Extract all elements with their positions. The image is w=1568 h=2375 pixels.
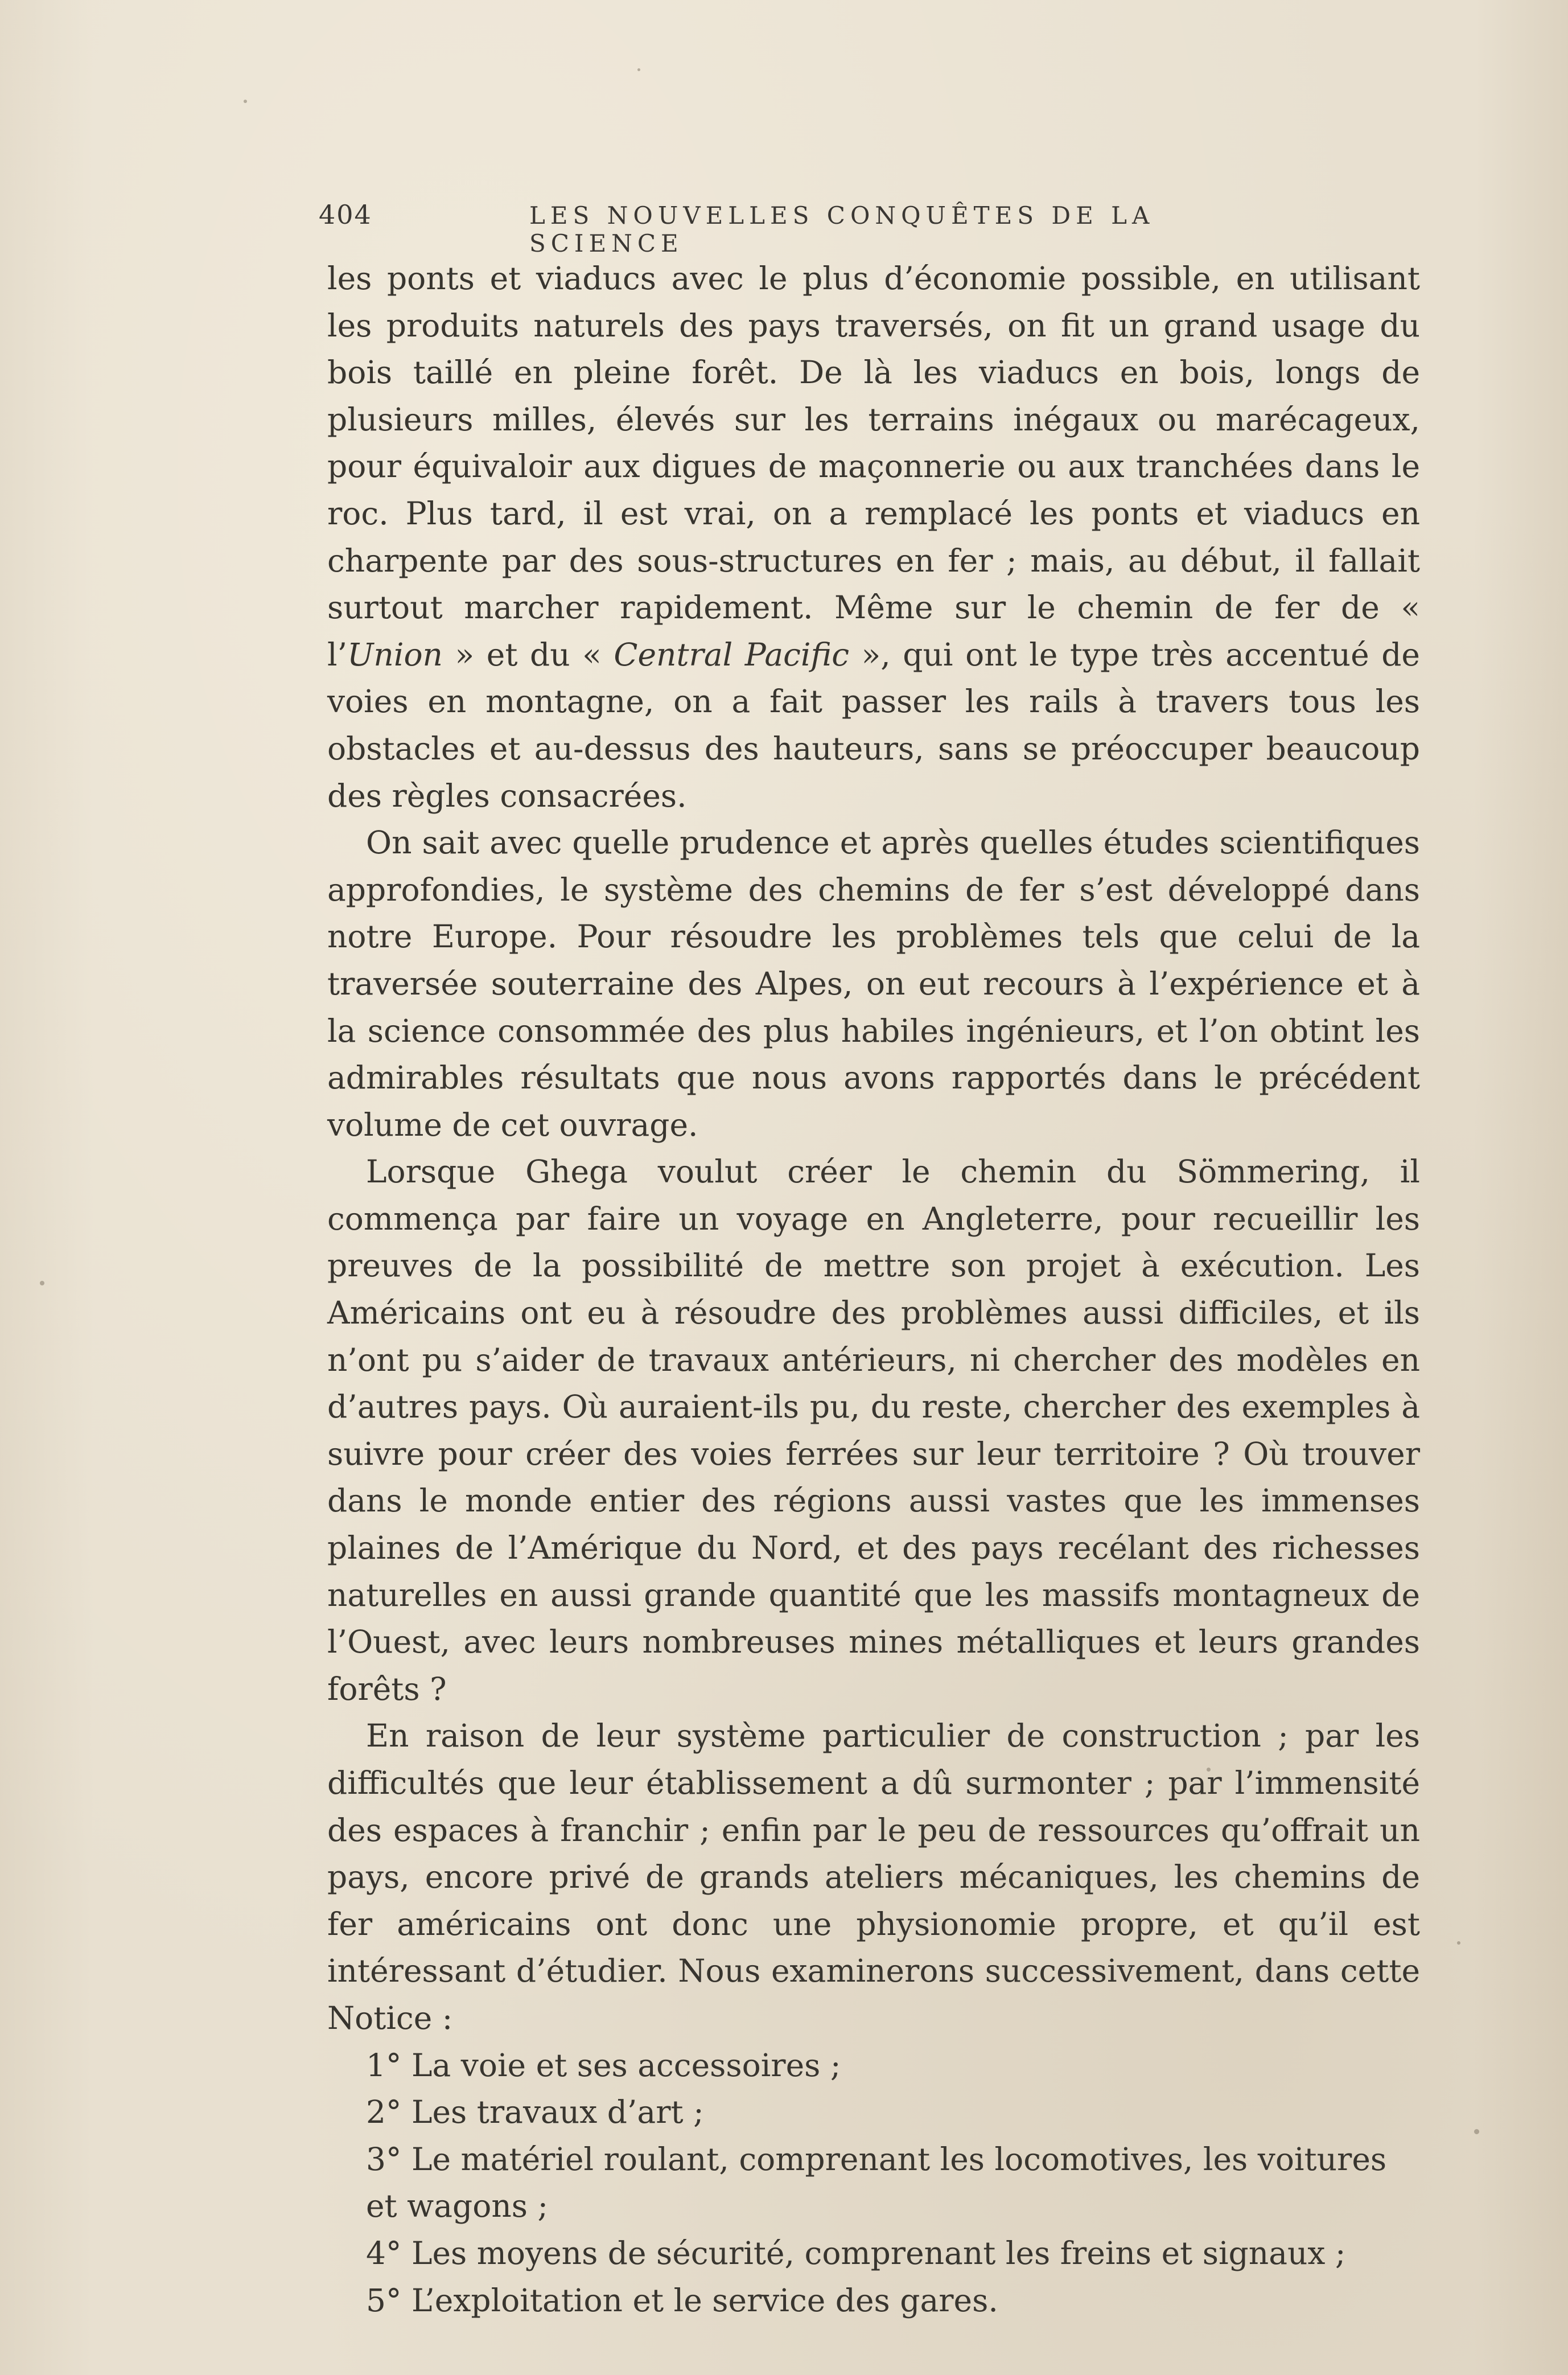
page-number: 404	[319, 199, 372, 230]
body-text	[327, 255, 1420, 2324]
text-segment: », qui ont le type très accentué de voies en montagne, on a fait passer les rails à travers tous les obstacles et au-dessus des hauteurs, sans se préoccuper beaucoup des règles consacrées.	[327, 636, 1420, 814]
text-segment: On sait avec quelle prudence et après quelles études scientifiques approfondies, le système des chemins de fer s’est développé dans notre Europe. Pour résoudre les problèmes tels que celui de la traversée souterraine des Alpes, on eut recours à l’expérience et à la science consommée des plus habiles ingénieurs, et l’on obtint les admirables résultats que nous avons rapportés dans le précédent volume de cet ouvrage.	[327, 824, 1420, 1143]
list-item: 3° Le matériel roulant, comprenant les locomotives, les voitures et wagons ;	[366, 2140, 1387, 2225]
text-segment: Lorsque Ghega voulut créer le chemin du Sömmering, il commença par faire un voyage en Angleterre, pour recueillir les preuves de la possibilité de mettre son projet à exécution. Les Américains ont eu à résoudre des problèmes aussi difficiles, et ils n’ont pu s’aider de travaux antérieurs, ni chercher des modèles en d’autres pays. Où auraient-ils pu, du reste, chercher des exemples à suivre pour créer des voies ferrées sur leur territoire ? Où trouver dans le monde entier des régions aussi vastes que les immenses plaines de l’Amérique du Nord, et des pays recélant des richesses naturelles en aussi grande quantité que les massifs montagneux de l’Ouest, avec leurs nombreuses mines métalliques et leurs grandes forêts ?	[327, 1153, 1420, 1707]
running-header	[319, 199, 1218, 257]
running-title: LES NOUVELLES CONQUÊTES DE LA SCIENCE	[529, 202, 1155, 257]
paper-speck	[40, 1281, 44, 1285]
list-item: 2° Les travaux d’art ;	[366, 2094, 704, 2131]
paragraph	[327, 255, 1420, 819]
paper-speck	[1457, 1941, 1460, 1945]
list-item: 1° La voie et ses accessoires ;	[366, 2047, 841, 2084]
paragraph	[327, 1148, 1420, 1712]
paper-speck	[637, 68, 640, 71]
railroad-name-union: Union	[347, 636, 443, 673]
text-segment: » et du «	[442, 636, 614, 673]
text-segment: En raison de leur système particulier de construction ; par les difficultés que leur établissement a dû surmonter ; par l’immensité des espaces à franchir ; enfin par le peu de ressources qu’offrait un pays, encore privé de grands ateliers mécaniques, les chemins de fer américains ont donc une physionomie propre, et qu’il est intéressant d’étudier. Nous examinerons successivement, dans cette Notice :	[327, 1717, 1420, 2036]
paper-speck	[1474, 2129, 1479, 2134]
paper-speck	[244, 100, 247, 103]
list-item: 5° L’exploitation et le service des gares.	[366, 2282, 998, 2319]
list-item: 4° Les moyens de sécurité, comprenant les freins et signaux ;	[366, 2234, 1346, 2271]
railroad-name-central-pacific: Central Pacific	[614, 636, 850, 673]
paragraph	[327, 1712, 1420, 2041]
text-segment: les ponts et viaducs avec le plus d’économie possible, en utilisant les produits naturels des pays traversés, on fit un grand usage du bois taillé en pleine forêt. De là les viaducs en bois, longs de plusieurs milles, élevés sur les terrains inégaux ou marécageux, pour équivaloir aux digues de maçonnerie ou aux tranchées dans le roc. Plus tard, il est vrai, on a remplacé les ponts et viaducs en charpente par des sous-structures en fer ; mais, au début, il fallait surtout marcher rapidement. Même sur le chemin de fer de « l’	[327, 260, 1420, 673]
topics-list	[327, 2042, 1420, 2324]
paragraph	[327, 819, 1420, 1148]
